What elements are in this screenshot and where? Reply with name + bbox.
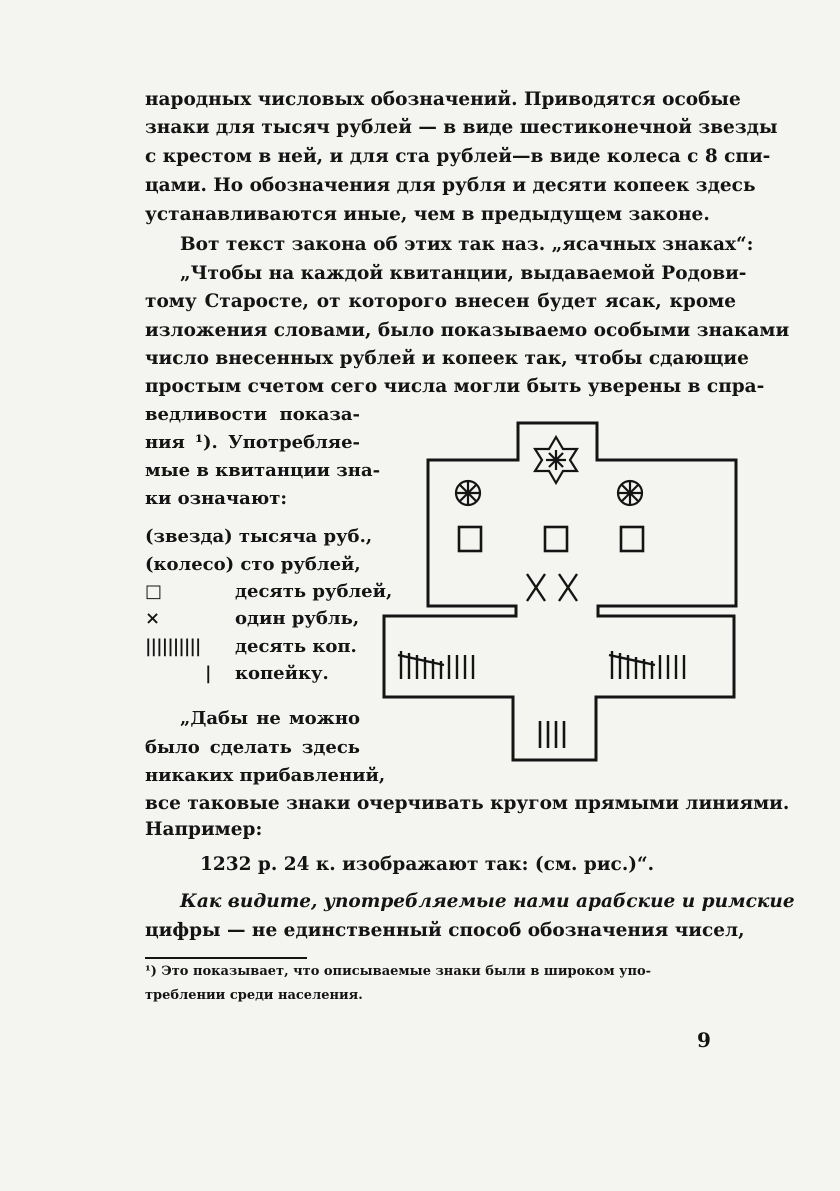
square-icon xyxy=(459,527,481,551)
ten-strokes-symbol: |||||||||| xyxy=(145,636,201,657)
text-line: Например: xyxy=(145,819,263,840)
text-line: ния ¹). Употребляе- xyxy=(145,432,360,453)
text-line: Как видите, употребляемые нами арабские и римские xyxy=(180,891,795,912)
text-line: устанавливаются иные, чем в предыдущем законе. xyxy=(145,204,710,225)
yasak-signs-figure xyxy=(378,403,738,803)
cross-shaped-outline xyxy=(384,423,736,760)
footnote-line: треблении среди населения. xyxy=(145,988,363,1003)
text-line: ведливости показа- xyxy=(145,404,360,425)
text-line: изложения словами, было показываемо особыми знаками xyxy=(145,320,790,341)
legend-row-kopecks xyxy=(145,661,365,687)
legend-text: десять рублей, xyxy=(235,581,393,602)
square-symbol: □ xyxy=(145,581,163,602)
footnote-line: ¹) Это показывает, что описываемые знаки были в широком упо- xyxy=(145,964,652,979)
text-line: цами. Но обозначения для рубля и десяти копеек здесь xyxy=(145,175,756,196)
text-line: цифры — не единственный способ обозначения чисел, xyxy=(145,920,745,941)
ten-kopeck-strokes xyxy=(398,651,473,679)
text-line: народных числовых обозначений. Приводятся особые xyxy=(145,89,741,110)
text-line: все таковые знаки очерчивать кругом прямыми линиями. xyxy=(145,793,790,814)
example-line: 1232 р. 24 к. изображают так: (см. рис.)“. xyxy=(200,854,655,875)
text-line: число внесенных рублей и копеек так, чтобы сдающие xyxy=(145,348,749,369)
text-line: мые в квитанции зна- xyxy=(145,460,381,481)
text-line: Вот текст закона об этих так наз. „ясачных знаках“: xyxy=(180,234,754,255)
footnote-divider xyxy=(145,957,307,959)
text-line: ки означают: xyxy=(145,488,288,509)
cross-icon xyxy=(527,574,545,601)
star-icon xyxy=(535,437,577,483)
kopeck-strokes xyxy=(540,721,564,748)
legend-intro-line: (колесо) сто рублей, xyxy=(145,554,361,575)
text-line: „Дабы не можно xyxy=(180,708,360,729)
single-stroke-symbol: | xyxy=(205,663,212,684)
legend-row-rubles xyxy=(145,606,365,632)
wheel-icon xyxy=(456,481,480,505)
page-number: 9 xyxy=(697,1028,711,1052)
text-line: „Чтобы на каждой квитанции, выдаваемой Родови- xyxy=(180,263,747,284)
text-line: было сделать здесь xyxy=(145,737,360,758)
legend-row-tens-rubles xyxy=(145,579,393,605)
cross-icon xyxy=(559,574,577,601)
legend-intro-line: (звезда) тысяча руб., xyxy=(145,526,373,547)
text-line: простым счетом сего числа могли быть уверены в спра- xyxy=(145,376,765,397)
text-line: никаких прибавлений, xyxy=(145,765,386,786)
legend-text: копейку. xyxy=(235,663,329,684)
square-icon xyxy=(545,527,567,551)
legend-row-tens-kopecks xyxy=(145,634,365,660)
square-icon xyxy=(621,527,643,551)
text-line: тому Старосте, от которого внесен будет ясак, кроме xyxy=(145,291,736,312)
text-line: с крестом в ней, и для ста рублей—в виде колеса с 8 спи- xyxy=(145,146,771,167)
legend-text: один рубль, xyxy=(235,608,360,629)
legend-text: десять коп. xyxy=(235,636,357,657)
wheel-icon xyxy=(618,481,642,505)
text-line: знаки для тысяч рублей — в виде шестиконечной звезды xyxy=(145,117,778,138)
cross-symbol: × xyxy=(145,608,161,629)
ten-kopeck-strokes xyxy=(609,651,684,679)
